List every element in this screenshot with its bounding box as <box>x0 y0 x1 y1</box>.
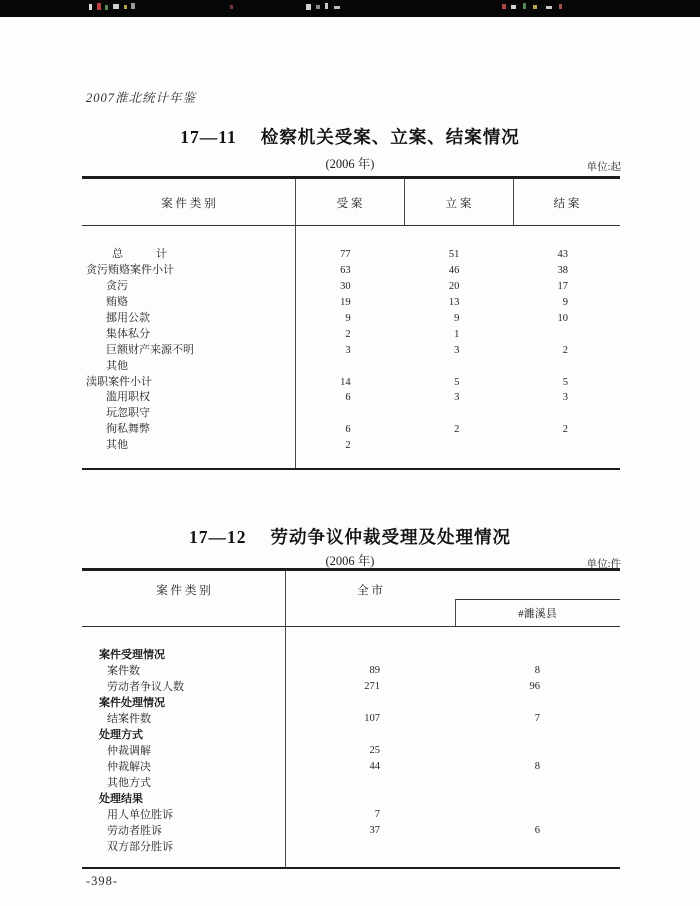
row-label: 巨额财产来源不明 <box>106 343 194 356</box>
cell-city <box>285 775 455 791</box>
cell-accepted <box>294 359 403 375</box>
row-label: 贪污贿赂案件小计 <box>86 263 174 276</box>
table-row <box>82 422 620 438</box>
table1 <box>82 176 620 470</box>
cell-accepted: 30 <box>340 280 351 292</box>
cell-suixi <box>455 743 620 759</box>
cell-city: 107 <box>364 713 380 724</box>
cell-accepted <box>294 406 403 422</box>
cell-suixi <box>455 775 620 791</box>
row-label: 其他 <box>106 439 128 452</box>
table1-col-accepted: 受 案 <box>336 198 363 210</box>
row-label: 双方部分胜诉 <box>107 841 173 853</box>
table2-col-city: 全 市 <box>357 585 383 597</box>
row-label: 玩忽职守 <box>106 407 150 420</box>
table-row <box>82 406 620 422</box>
table-row <box>82 839 620 855</box>
table2-subbox-top <box>455 599 620 600</box>
table-row <box>82 823 620 839</box>
table1-title-text: 检察机关受案、立案、结案情况 <box>260 127 520 147</box>
scan-speck <box>546 6 552 9</box>
row-label: 贿赂 <box>106 295 128 308</box>
cell-city <box>285 647 455 663</box>
cell-concluded <box>511 406 620 422</box>
cell-city: 271 <box>364 681 380 692</box>
row-label: 处理方式 <box>99 729 143 741</box>
row-label: 处理结果 <box>99 793 143 805</box>
cell-filed: 3 <box>454 344 460 356</box>
table1-code: 17—11 <box>180 127 237 147</box>
table1-col-category: 案 件 类 别 <box>161 198 216 210</box>
cell-filed: 13 <box>448 296 460 308</box>
cell-city: 25 <box>369 745 380 756</box>
table2-header-rule <box>82 626 620 627</box>
row-label: 渎职案件小计 <box>86 375 152 388</box>
cell-suixi <box>455 807 620 823</box>
row-label: 其他 <box>106 359 128 372</box>
cell-city <box>285 839 455 855</box>
cell-filed <box>403 438 512 454</box>
table1-year: (2006 年) <box>325 157 375 171</box>
cell-concluded <box>511 359 620 375</box>
cell-accepted: 3 <box>345 344 351 356</box>
cell-concluded: 17 <box>557 280 569 292</box>
row-label: 仲裁解决 <box>107 761 151 773</box>
table2-title-text: 劳动争议仲裁受理及处理情况 <box>270 527 511 547</box>
table-row <box>82 295 620 311</box>
scan-speck <box>502 4 506 9</box>
cell-city: 44 <box>369 761 380 772</box>
cell-concluded: 5 <box>562 376 569 388</box>
cell-accepted: 77 <box>340 249 351 260</box>
row-label: 贪污 <box>106 279 128 292</box>
table-row <box>82 375 620 391</box>
table-row <box>82 279 620 295</box>
cell-city: 7 <box>374 809 380 820</box>
cell-city: 37 <box>369 825 380 836</box>
cell-filed: 46 <box>448 264 460 276</box>
table1-body <box>82 247 620 454</box>
cell-filed: 20 <box>448 280 460 292</box>
row-label: 劳动者胜诉 <box>107 825 162 837</box>
table-row <box>82 359 620 375</box>
cell-filed: 3 <box>454 392 460 404</box>
cell-accepted: 2 <box>345 328 351 340</box>
scan-speck <box>334 6 340 9</box>
cell-concluded: 43 <box>557 249 568 260</box>
cell-suixi: 96 <box>529 681 540 692</box>
table-row <box>82 438 620 454</box>
cell-concluded: 3 <box>562 392 569 404</box>
table2-col-category: 案 件 类 别 <box>156 585 211 597</box>
row-label: 用人单位胜诉 <box>107 809 173 821</box>
scan-speck <box>124 5 127 9</box>
table-row <box>82 807 620 823</box>
cell-suixi <box>455 839 620 855</box>
cell-suixi: 8 <box>534 665 540 676</box>
table-row <box>82 743 620 759</box>
table-row <box>82 775 620 791</box>
scan-speck <box>316 5 320 9</box>
cell-filed: 9 <box>454 312 460 324</box>
cell-suixi: 6 <box>534 825 540 836</box>
cell-filed <box>403 406 512 422</box>
cell-filed: 51 <box>448 249 460 260</box>
scan-speck <box>131 3 135 9</box>
table2-title <box>0 524 700 549</box>
table-row <box>82 327 620 343</box>
cell-concluded: 10 <box>557 312 569 324</box>
table-row <box>82 663 620 679</box>
cell-filed <box>403 359 512 375</box>
scan-speck <box>325 3 328 9</box>
table1-unit: 单位:起 <box>586 162 621 173</box>
table-row <box>82 247 620 263</box>
page-number: -398- <box>86 874 119 888</box>
cell-filed: 5 <box>454 376 460 388</box>
row-label: 徇私舞弊 <box>106 423 150 436</box>
table-row <box>82 343 620 359</box>
cell-suixi <box>455 727 620 743</box>
cell-suixi <box>455 791 620 807</box>
cell-accepted: 9 <box>345 312 351 324</box>
cell-accepted: 63 <box>340 264 351 276</box>
cell-accepted: 6 <box>345 392 351 404</box>
table1-col-concluded: 结 案 <box>553 198 580 210</box>
table-row <box>82 695 620 711</box>
cell-filed: 2 <box>454 424 460 436</box>
row-label: 总 计 <box>112 248 167 260</box>
cell-suixi: 8 <box>534 761 540 772</box>
table-row <box>82 679 620 695</box>
table-row <box>82 311 620 327</box>
scan-speck <box>105 5 108 10</box>
row-label: 仲裁调解 <box>107 745 151 757</box>
cell-suixi: 7 <box>534 713 540 724</box>
scan-speck <box>230 5 233 9</box>
table-row <box>82 711 620 727</box>
row-label: 其他方式 <box>107 777 151 789</box>
scan-speck <box>511 5 516 9</box>
cell-accepted: 19 <box>340 296 351 308</box>
table-row <box>82 647 620 663</box>
cell-suixi <box>455 647 620 663</box>
scan-speck <box>97 3 101 10</box>
cell-concluded: 2 <box>562 424 569 436</box>
cell-city <box>285 727 455 743</box>
table-row <box>82 390 620 406</box>
row-label: 案件受理情况 <box>99 649 165 661</box>
table2-col-suixi: #濉溪县 <box>518 608 557 620</box>
table-row <box>82 791 620 807</box>
scan-speck <box>533 5 537 9</box>
scan-speck <box>89 4 92 10</box>
scan-speck <box>523 3 526 9</box>
row-label: 劳动者争议人数 <box>107 681 184 693</box>
scan-artifact-bar <box>0 0 700 17</box>
cell-city: 89 <box>369 665 380 676</box>
row-label: 滥用职权 <box>106 391 150 404</box>
cell-concluded <box>511 438 620 454</box>
cell-concluded: 38 <box>557 264 569 276</box>
book-title: 2007淮北统计年鉴 <box>86 91 197 105</box>
row-label: 挪用公款 <box>106 311 150 324</box>
table2-body <box>82 647 620 855</box>
table1-header-rule <box>82 225 620 226</box>
table2-year: (2006 年) <box>325 554 375 568</box>
cell-concluded: 2 <box>562 344 569 356</box>
cell-accepted: 6 <box>345 424 351 436</box>
table-row <box>82 263 620 279</box>
cell-city <box>285 695 455 711</box>
scan-speck <box>559 4 562 9</box>
cell-concluded: 9 <box>562 296 569 308</box>
table2 <box>82 568 620 869</box>
scan-speck <box>306 4 311 10</box>
cell-city <box>285 791 455 807</box>
table2-code: 17—12 <box>189 527 247 547</box>
table-row <box>82 727 620 743</box>
scan-speck <box>113 4 119 9</box>
table2-unit: 单位:件 <box>586 559 621 570</box>
cell-suixi <box>455 695 620 711</box>
cell-accepted: 14 <box>340 376 351 388</box>
cell-concluded <box>511 327 620 343</box>
cell-filed: 1 <box>454 328 460 340</box>
row-label: 结案件数 <box>107 713 151 725</box>
row-label: 案件数 <box>107 665 140 677</box>
table-row <box>82 759 620 775</box>
table1-col-filed: 立 案 <box>445 198 472 210</box>
row-label: 案件处理情况 <box>99 697 165 709</box>
table1-title <box>0 124 700 149</box>
cell-accepted: 2 <box>345 440 351 452</box>
row-label: 集体私分 <box>106 327 150 340</box>
